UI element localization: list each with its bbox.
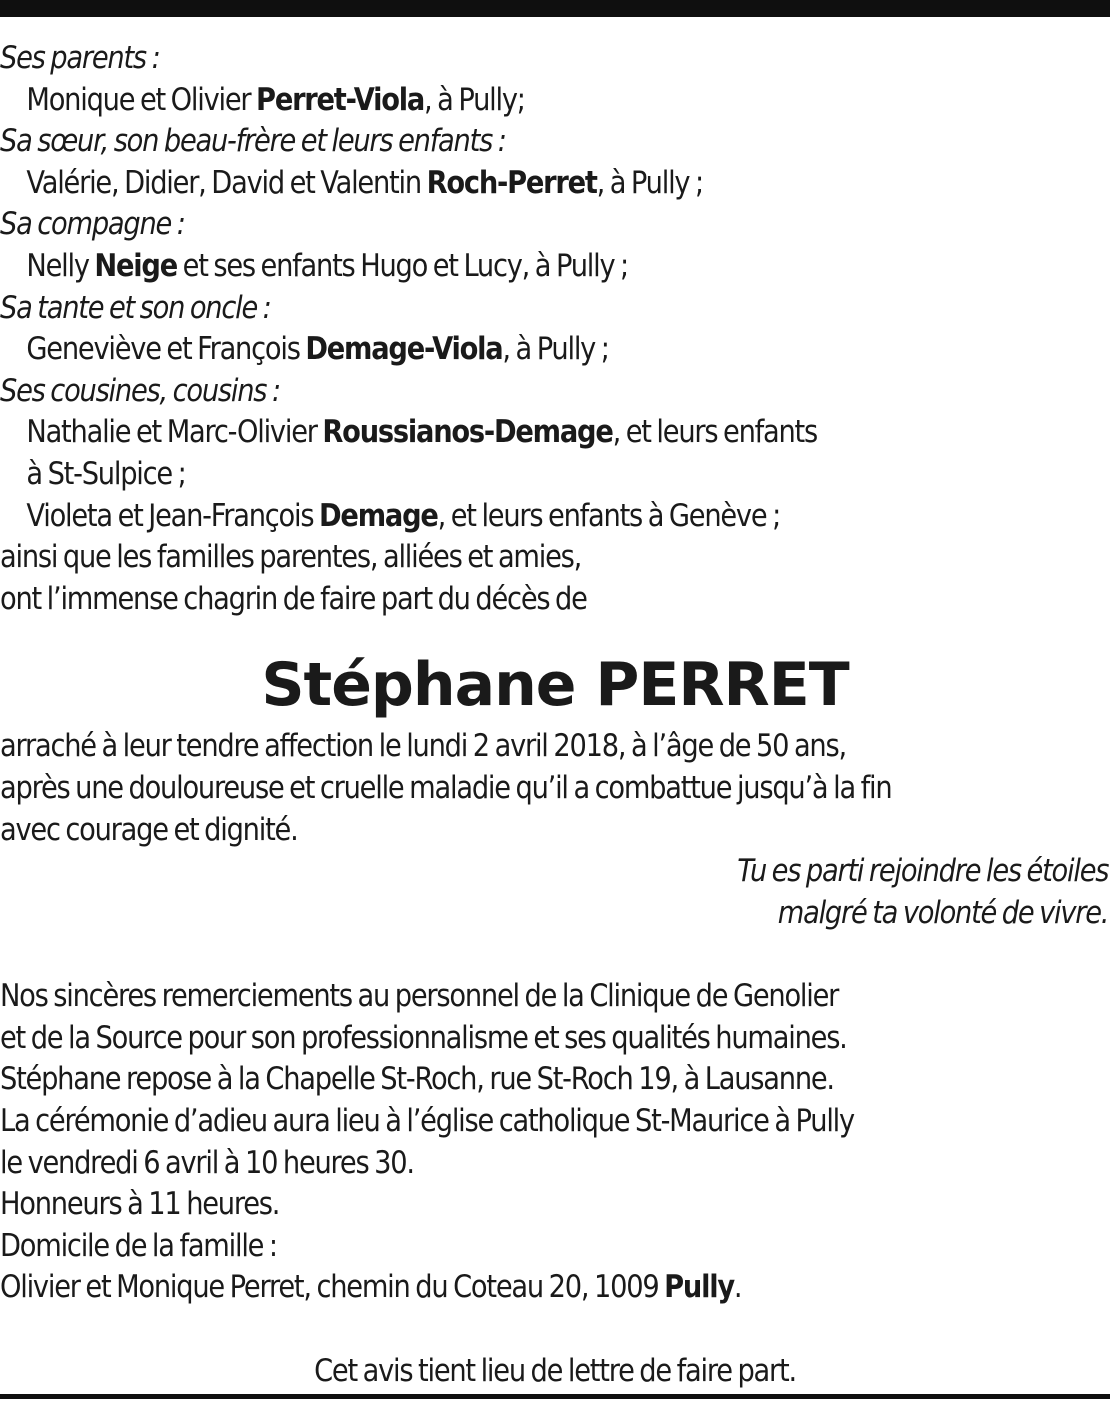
entry-names: Violeta et Jean-François bbox=[26, 497, 320, 534]
entry-location: , et leurs enfants bbox=[612, 414, 817, 451]
address-city: Pully bbox=[664, 1269, 734, 1306]
entry-names: Nathalie et Marc-Olivier bbox=[26, 414, 323, 451]
thanks-line: et de la Source pour son professionnalisme et ses qualités humaines. bbox=[0, 1019, 847, 1056]
family-category-partner: Sa compagne : bbox=[0, 206, 185, 243]
family-entry bbox=[0, 412, 977, 454]
top-rule bbox=[0, 0, 1110, 17]
closing-family-line: ont l’immense chagrin de faire part du décès de bbox=[0, 580, 587, 617]
family-category-cousins: Ses cousines, cousins : bbox=[0, 372, 280, 409]
closing-family-line: ainsi que les familles parentes, alliées et amies, bbox=[0, 539, 582, 576]
ceremony-date-line: le vendredi 6 avril à 10 heures 30. bbox=[0, 1144, 414, 1181]
spacer bbox=[0, 934, 1110, 976]
family-category-aunt-uncle: Sa tante et son oncle : bbox=[0, 289, 271, 326]
quote-line: malgré ta volonté de vivre. bbox=[777, 894, 1109, 931]
entry-location: , à Pully; bbox=[424, 81, 525, 118]
obituary-notice bbox=[0, 38, 1110, 1393]
footer-note: Cet avis tient lieu de lettre de faire part. bbox=[314, 1353, 796, 1390]
address-end: . bbox=[733, 1269, 742, 1306]
death-notice-line: après une douloureuse et cruelle maladie qu’il a combattue jusqu’à la fin bbox=[0, 769, 892, 806]
deceased-name: Stéphane PERRET bbox=[261, 650, 849, 721]
spacer bbox=[0, 1309, 1110, 1351]
thanks-line: Nos sincères remerciements au personnel de la Clinique de Genolier bbox=[0, 978, 839, 1015]
family-entry bbox=[0, 329, 977, 371]
family-entry bbox=[0, 163, 977, 205]
entry-surname: Neige bbox=[94, 247, 177, 284]
rest-place-line: Stéphane repose à la Chapelle St-Roch, rue St-Roch 19, à Lausanne. bbox=[0, 1061, 834, 1098]
entry-location: , à Pully ; bbox=[596, 164, 703, 201]
entry-location: , à Pully ; bbox=[502, 331, 609, 368]
entry-location: et ses enfants Hugo et Lucy, à Pully ; bbox=[176, 247, 629, 284]
quote-line: Tu es parti rejoindre les étoiles bbox=[737, 853, 1109, 890]
family-entry-continuation: à St-Sulpice ; bbox=[26, 455, 186, 492]
family-entry bbox=[0, 80, 977, 122]
entry-surname: Demage bbox=[319, 497, 438, 534]
entry-location: , et leurs enfants à Genève ; bbox=[437, 497, 781, 534]
family-category-parents: Ses parents : bbox=[0, 40, 160, 76]
ceremony-line: La cérémonie d’adieu aura lieu à l’église catholique St-Maurice à Pully bbox=[0, 1103, 854, 1140]
entry-surname: Perret-Viola bbox=[256, 81, 425, 118]
entry-names: Geneviève et François bbox=[26, 331, 306, 368]
death-notice-line: arraché à leur tendre affection le lundi 2 avril 2018, à l’âge de 50 ans, bbox=[0, 728, 846, 765]
entry-names: Nelly bbox=[26, 247, 95, 284]
entry-names: Valérie, Didier, David et Valentin bbox=[26, 164, 427, 201]
family-entry bbox=[0, 246, 977, 288]
entry-surname: Demage-Viola bbox=[305, 331, 503, 368]
entry-names: Monique et Olivier bbox=[26, 81, 257, 118]
family-entry bbox=[0, 496, 977, 538]
entry-surname: Roussianos-Demage bbox=[322, 414, 613, 451]
family-category-sibling: Sa sœur, son beau-frère et leurs enfants : bbox=[0, 123, 506, 160]
family-address bbox=[0, 1267, 977, 1309]
bottom-rule bbox=[0, 1394, 1110, 1399]
entry-surname: Roch-Perret bbox=[426, 164, 597, 201]
death-notice-line: avec courage et dignité. bbox=[0, 811, 298, 848]
honours-line: Honneurs à 11 heures. bbox=[0, 1186, 280, 1223]
address-street: Olivier et Monique Perret, chemin du Coteau 20, 1009 bbox=[0, 1269, 665, 1306]
family-domicile-label: Domicile de la famille : bbox=[0, 1227, 277, 1264]
